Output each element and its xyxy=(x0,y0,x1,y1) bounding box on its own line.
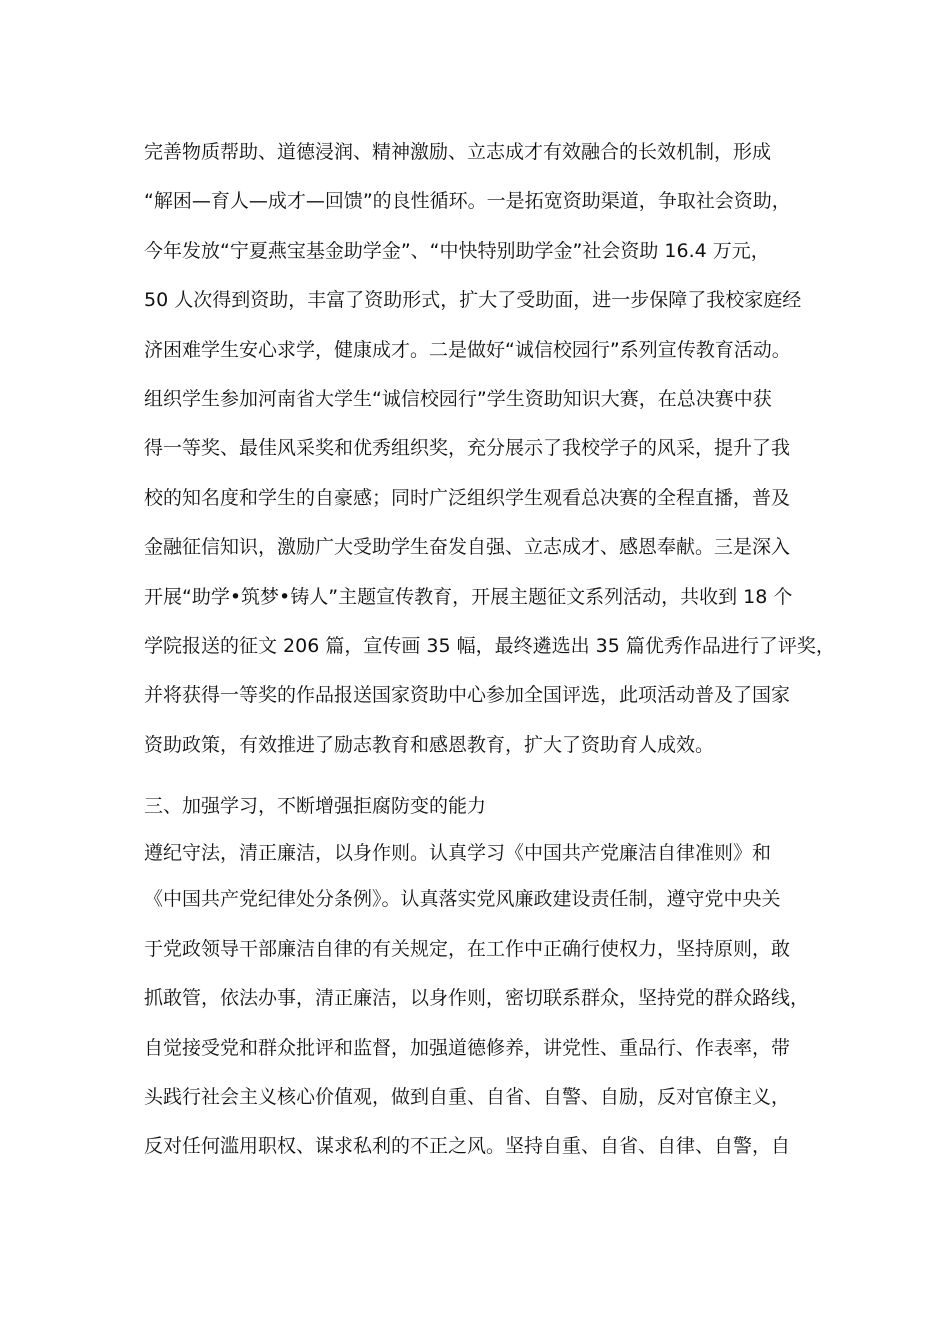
text-line: 并将获得一等奖的作品报送国家资助中心参加全国评选，此项活动普及了国家 xyxy=(144,684,791,707)
text-line: “解困—育人—成才—回馈”的良性循环。一是拓宽资助渠道，争取社会资助， xyxy=(144,190,791,213)
paragraph-integrity xyxy=(144,831,819,1171)
text-line: 资助政策，有效推进了励志教育和感恩教育，扩大了资助育人成效。 xyxy=(144,733,715,756)
document-body xyxy=(144,128,835,1172)
text-line: 组织学生参加河南省大学生“诚信校园行”学生资助知识大赛，在总决赛中获 xyxy=(144,387,772,410)
text-line: 开展“助学•筑梦•铸人”主题宣传教育，开展主题征文系列活动，共收到 18 个 xyxy=(144,585,793,608)
text-line: 《中国共产党纪律处分条例》。认真落实党风廉政建设责任制，遵守党中央关 xyxy=(144,888,781,911)
text-line: 得一等奖、最佳风采奖和优秀组织奖，充分展示了我校学子的风采，提升了我 xyxy=(144,437,791,460)
spacer xyxy=(144,770,819,782)
text-line: 头践行社会主义核心价值观，做到自重、自省、自警、自励，反对官僚主义， xyxy=(144,1086,791,1109)
text-line: 今年发放“宁夏燕宝基金助学金”、“中快特别助学金”社会资助 16.4 万元， xyxy=(144,239,770,262)
text-line: 50 人次得到资助，丰富了资助形式，扩大了受助面，进一步保障了我校家庭经 xyxy=(144,289,802,312)
text-line: 校的知名度和学生的自豪感；同时广泛组织学生观看总决赛的全程直播，普及 xyxy=(144,486,791,509)
text-line: 遵纪守法，清正廉洁，以身作则。认真学习《中国共产党廉洁自律准则》和 xyxy=(144,842,772,865)
text-line: 金融征信知识，激励广大受助学生奋发自强、立志成才、感恩奉献。三是深入 xyxy=(144,536,791,559)
text-line: 抓敢管，依法办事，清正廉洁，以身作则，密切联系群众，坚持党的群众路线， xyxy=(144,987,810,1010)
text-line: 济困难学生安心求学，健康成才。二是做好“诚信校园行”系列宣传教育活动。 xyxy=(144,338,791,361)
text-line: 完善物质帮助、道德浸润、精神激励、立志成才有效融合的长效机制，形成 xyxy=(144,141,772,163)
text-line: 学院报送的征文 206 篇，宣传画 35 幅，最终遴选出 35 篇优秀作品进行了评奖， xyxy=(144,634,835,657)
section-heading: 三、加强学习，不断增强拒腐防变的能力 xyxy=(144,795,487,818)
text-line: 反对任何滥用职权、谋求私利的不正之风。坚持自重、自省、自律、自警，自 xyxy=(144,1135,791,1158)
text-line: 于党政领导干部廉洁自律的有关规定，在工作中正确行使权力，坚持原则，敢 xyxy=(144,937,791,960)
text-line: 自觉接受党和群众批评和监督，加强道德修养，讲党性、重品行、作表率，带 xyxy=(144,1036,791,1059)
paragraph-financial-aid xyxy=(144,128,835,770)
